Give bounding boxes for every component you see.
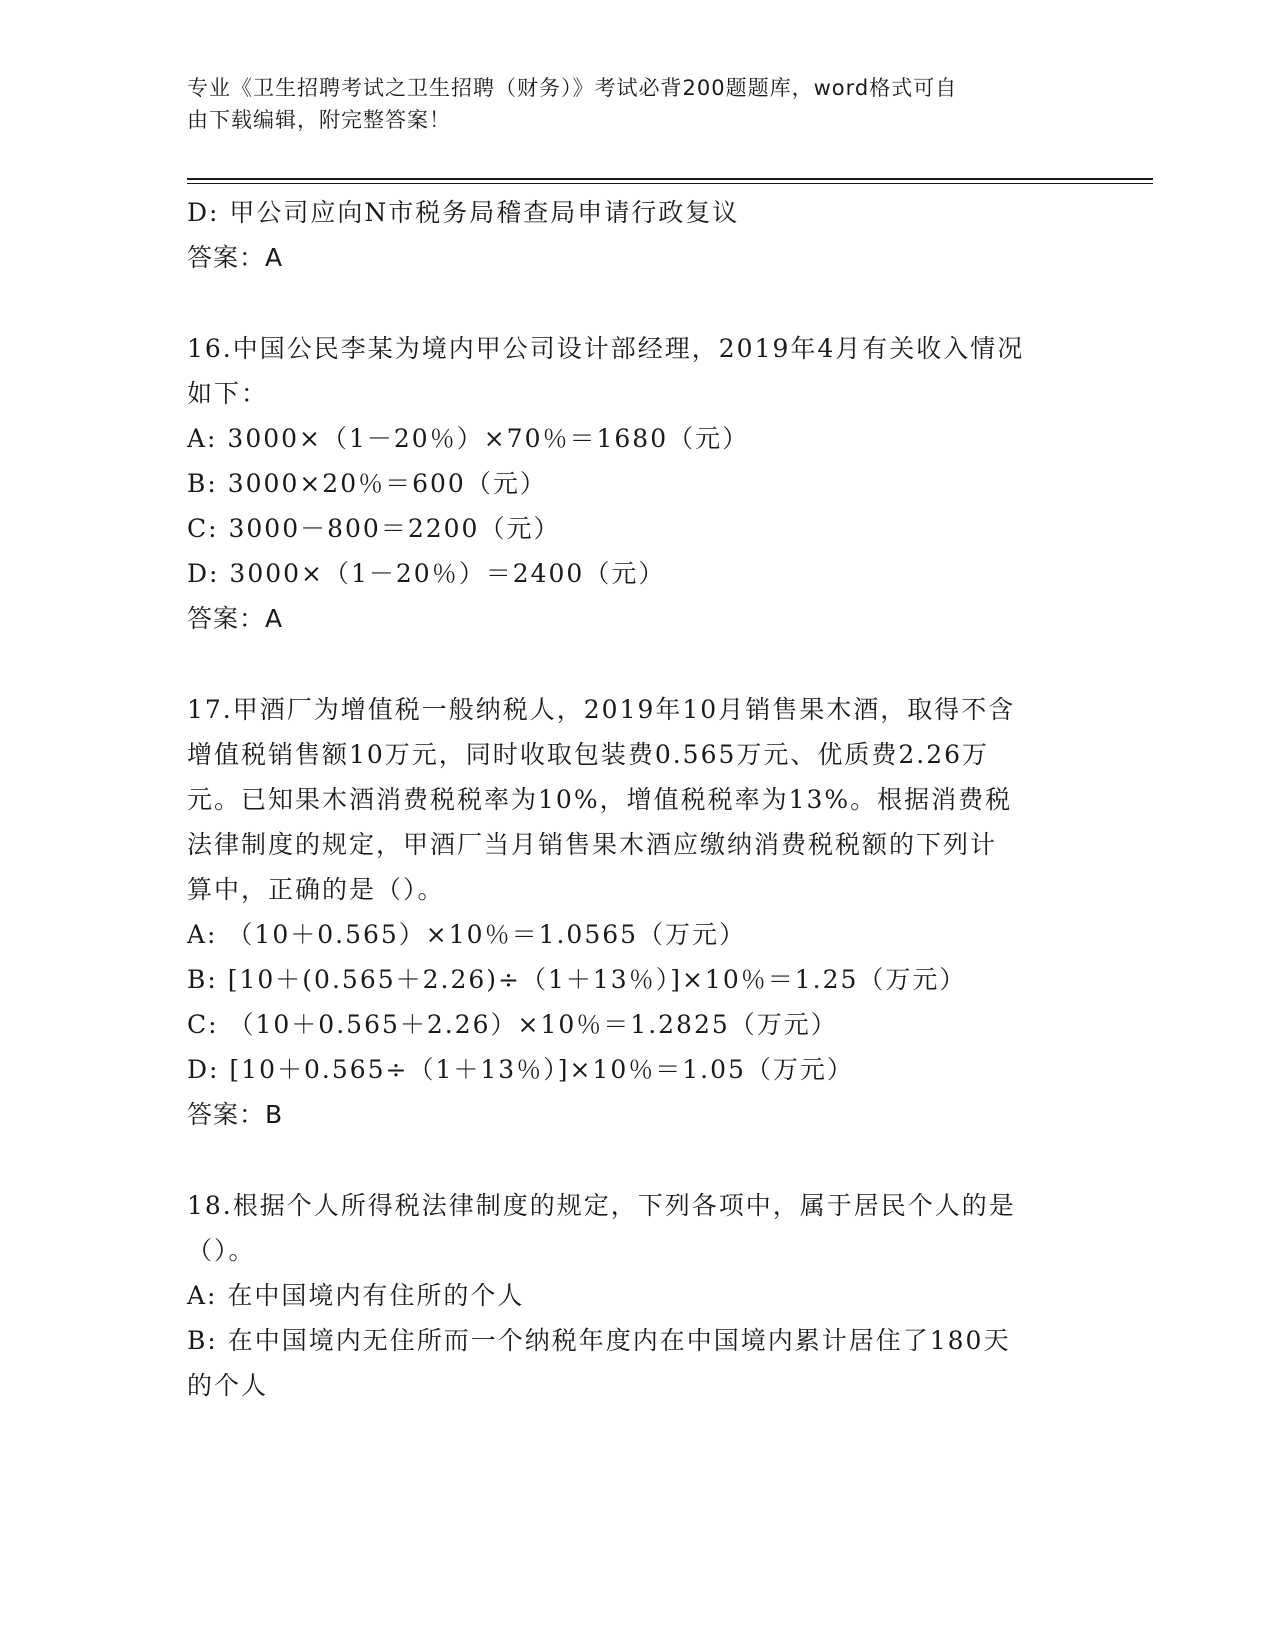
question-16-option-c: C: 3000－800＝2200（元）	[187, 514, 561, 543]
question-17-option-a: A: （10＋0.565）×10％＝1.0565（万元）	[187, 920, 747, 949]
question-15-tail	[187, 190, 1087, 280]
question-17-option-c: C: （10＋0.565＋2.26）×10％＝1.2825（万元）	[187, 1010, 838, 1039]
question-17-option-b: B: [10＋(0.565＋2.26)÷（1＋13％）]×10％＝1.25（万元）	[187, 965, 967, 994]
spacer	[187, 641, 1087, 687]
question-17-stem-line-2: 增值税销售额10万元，同时收取包装费0.565万元、优质费2.26万	[187, 740, 990, 769]
question-17-stem-line-4: 法律制度的规定，甲酒厂当月销售果木酒应缴纳消费税税额的下列计	[187, 830, 998, 859]
question-17-stem-line-1: 17.甲酒厂为增值税一般纳税人，2019年10月销售果木酒，取得不含	[187, 695, 1016, 724]
question-17-answer: 答案：B	[187, 1100, 284, 1129]
header-title-line-2: 由下载编辑，附完整答案！	[187, 108, 451, 132]
header-title-line-1: 专业《卫生招聘考试之卫生招聘（财务）》考试必背200题题库，word格式可自	[187, 76, 958, 100]
question-18-option-a: A: 在中国境内有住所的个人	[187, 1281, 525, 1310]
question-16	[187, 326, 1087, 641]
question-16-option-d: D: 3000×（1－20％）＝2400（元）	[187, 559, 666, 588]
question-18-option-b-line-2: 的个人	[187, 1371, 269, 1400]
header-divider-thick	[187, 178, 1153, 180]
question-16-stem-line-2: 如下：	[187, 379, 269, 408]
question-18	[187, 1183, 1087, 1408]
question-15-option-d: D: 甲公司应向N市税务局稽查局申请行政复议	[187, 198, 740, 227]
spacer	[187, 280, 1087, 326]
question-18-option-b-line-1: B: 在中国境内无住所而一个纳税年度内在中国境内累计居住了180天	[187, 1326, 1011, 1355]
question-17-stem-line-3: 元。已知果木酒消费税税率为10%，增值税税率为13%。根据消费税	[187, 785, 1013, 814]
document-body	[187, 190, 1087, 1408]
question-17	[187, 687, 1087, 1137]
question-15-answer: 答案：A	[187, 243, 284, 272]
question-18-stem-line-1: 18.根据个人所得税法律制度的规定，下列各项中，属于居民个人的是	[187, 1191, 1016, 1220]
question-16-option-a: A: 3000×（1－20％）×70％＝1680（元）	[187, 424, 750, 453]
question-16-answer: 答案：A	[187, 604, 284, 633]
question-18-stem-line-2: （）。	[187, 1236, 256, 1265]
question-17-option-d: D: [10＋0.565÷（1＋13％）]×10％＝1.05（万元）	[187, 1055, 854, 1084]
question-16-stem-line-1: 16.中国公民李某为境内甲公司设计部经理，2019年4月有关收入情况	[187, 334, 1025, 363]
header-divider-thin	[187, 183, 1153, 184]
question-17-stem-line-5: 算中，正确的是（）。	[187, 875, 445, 904]
spacer	[187, 1137, 1087, 1183]
question-16-option-b: B: 3000×20％＝600（元）	[187, 469, 547, 498]
document-header	[187, 72, 1067, 136]
